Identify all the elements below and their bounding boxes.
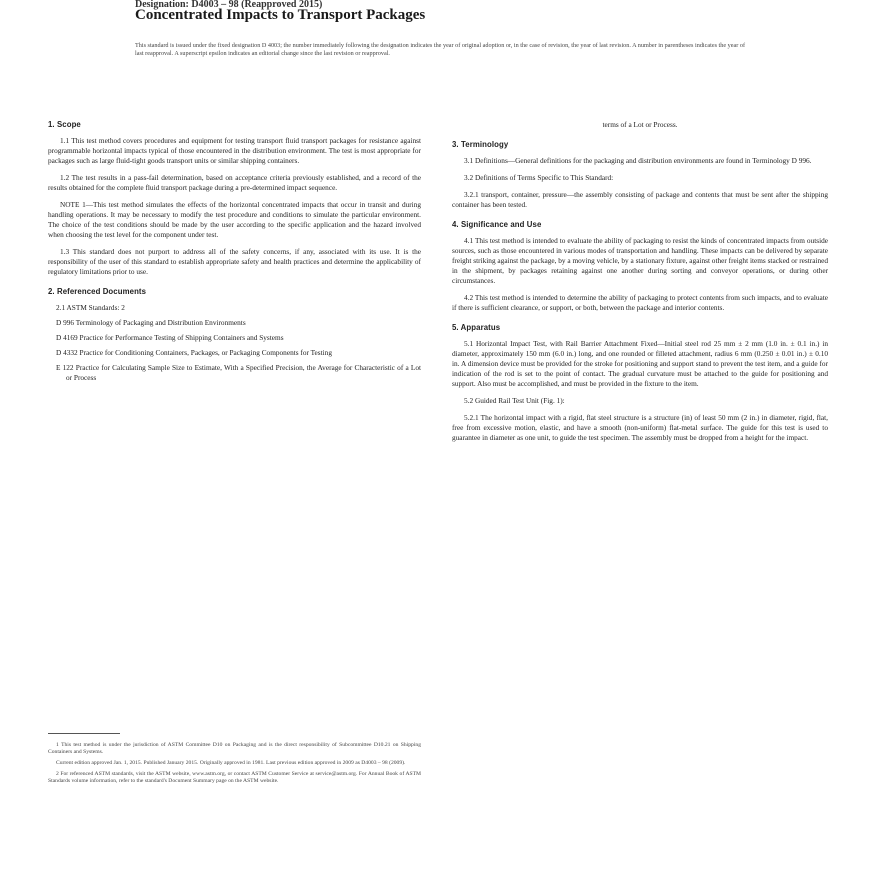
scope-note-1: NOTE 1—This test method simulates the effects of the horizontal concentrated impacts that occur in transit and during handling operations. It may be necessary to modify the test procedure and conditions to simulate the particular environment. The choice of the test conditions should be made by the user according to the specific application and the hazard involved when choosing the test level for the component under test. bbox=[48, 200, 421, 239]
reference-item: 2.1 ASTM Standards: 2 bbox=[56, 303, 125, 312]
apparatus-paragraph-2: 5.2 Guided Rail Test Unit (Fig. 1): bbox=[464, 396, 565, 405]
section-heading-scope: 1. Scope bbox=[48, 120, 81, 129]
section-heading-significance: 4. Significance and Use bbox=[452, 220, 542, 229]
significance-paragraph-2: 4.2 This test method is intended to determine the ability of packaging to protect contents from such impacts, and to evaluate if there is sufficient clearance, or support, or both, between the package and interior contents. bbox=[452, 293, 828, 312]
apparatus-paragraph-1: 5.1 Horizontal Impact Test, with Rail Barrier Attachment Fixed—Initial steel rod 25 mm ± 2 mm (1.0 in. ± 0.1 in.) in diameter, approximately 150 mm (6.0 in.) long, and one rounded or filleted attachment, radius 6 mm (0.250 ± 0.01 in.) ± 0.10 in. A dimension device must be provided for the stroke for positioning and support stand to prevent the test item, and a guide for indication of the rod is set to the point of contact. The gradual curvature must be attached to the guide for positioning and support. Also must be accomplished, and must be provided in the fixture to the item. bbox=[452, 339, 828, 388]
footnote-2: 2 For referenced ASTM standards, visit the ASTM website, www.astm.org, or contact ASTM Customer Service at service@astm.org. For Annual Book of ASTM Standards volume information, refer to the standard's Document Summary page on the ASTM website. bbox=[48, 771, 421, 784]
scope-paragraph-2: 1.2 The test results in a pass-fail determination, based on acceptance criteria previously established, and a record of the results obtained for the complete fluid transport package during a pre-determined impact sequence. bbox=[48, 173, 421, 192]
scope-paragraph-1: 1.1 This test method covers procedures and equipment for testing transport fluid transport packages for resistance against programmable horizontal impacts typical of those encountered in the distribution environment. The test is most appropriate for packages such as large fluid-tight goods transport units or similar shipping containers. bbox=[48, 136, 421, 165]
footnote-1: 1 This test method is under the jurisdiction of ASTM Committee D10 on Packaging and is the direct responsibility of Subcommittee D10.21 on Shipping Containers and Systems. bbox=[48, 742, 421, 755]
section-heading-referenced-documents: 2. Referenced Documents bbox=[48, 287, 147, 296]
terminology-paragraph-2: 3.2 Definitions of Terms Specific to This Standard: bbox=[464, 173, 614, 182]
designation-line: Designation: D4003 – 98 (Reapproved 2015) bbox=[135, 0, 323, 10]
footnotes bbox=[48, 742, 421, 868]
title-block bbox=[135, 0, 735, 24]
apparatus-paragraph-3: 5.2.1 The horizontal impact with a rigid, flat steel structure is a structure (in) of least 50 mm (2 in.) in diameter, rigid, flat, free from excessive motion, elastic, and have a smooth (non-uniform) flat-metal surface. The guide for this test is used to guarantee in diameter as one unit, to guide the test specimen. The assembly must be dropped from a height for the impact. bbox=[452, 413, 828, 442]
reference-item: E 122 Practice for Calculating Sample Size to Estimate, With a Specified Precision, the Average for Characteristic of a Lot or Process bbox=[56, 363, 421, 382]
reference-item: D 4332 Practice for Conditioning Containers, Packages, or Packaging Components for Testing bbox=[56, 348, 332, 357]
footnote-edition: Current edition approved Jan. 1, 2015. Published January 2015. Originally approved in 1981. Last previous edition approved in 2009 as D4003 – 98 (2009). bbox=[56, 760, 406, 766]
left-column bbox=[48, 120, 421, 680]
terminology-paragraph-3: 3.2.1 transport, container, pressure—the assembly consisting of package and contents that must be sent after the shipping container has been tested. bbox=[452, 190, 828, 209]
reference-item: D 4169 Practice for Performance Testing of Shipping Containers and Systems bbox=[56, 333, 284, 342]
significance-paragraph-1: 4.1 This test method is intended to evaluate the ability of packaging to resist the kinds of concentrated impacts from outside sources, such as those encountered in various modes of transportation and handling. These impacts can be delivered by separate freight striking against the package, by a moving vehicle, by a stationary fixture, against other freight items stacked or restrained in the shipment, by packages retaining against one another during sorting and conveyor operations, or during other circumstances. bbox=[452, 236, 828, 285]
reference-item: D 996 Terminology of Packaging and Distribution Environments bbox=[56, 318, 246, 327]
section-heading-terminology: 3. Terminology bbox=[452, 140, 509, 149]
terminology-paragraph-1: 3.1 Definitions—General definitions for the packaging and distribution environments are found in Terminology D 996. bbox=[464, 156, 812, 165]
document-title: Concentrated Impacts to Transport Packages bbox=[135, 7, 426, 23]
continuation-text: terms of a Lot or Process. bbox=[602, 120, 678, 129]
footnote-divider bbox=[48, 733, 120, 734]
scope-paragraph-3: 1.3 This standard does not purport to address all of the safety concerns, if any, associated with its use. It is the responsibility of the user of this standard to establish appropriate safety and health practices and determine the applicability of regulatory limitations prior to use. bbox=[48, 247, 421, 276]
abstract-text: This standard is issued under the fixed designation D 4003; the number immediately following the designation indicates the year of original adoption or, in the case of revision, the year of last revision. A number in parentheses indicates the year of last reapproval. A superscript epsilon indicates an editorial change since the last revision or reapproval. bbox=[135, 42, 745, 57]
section-heading-apparatus: 5. Apparatus bbox=[452, 323, 501, 332]
right-column bbox=[452, 120, 828, 868]
